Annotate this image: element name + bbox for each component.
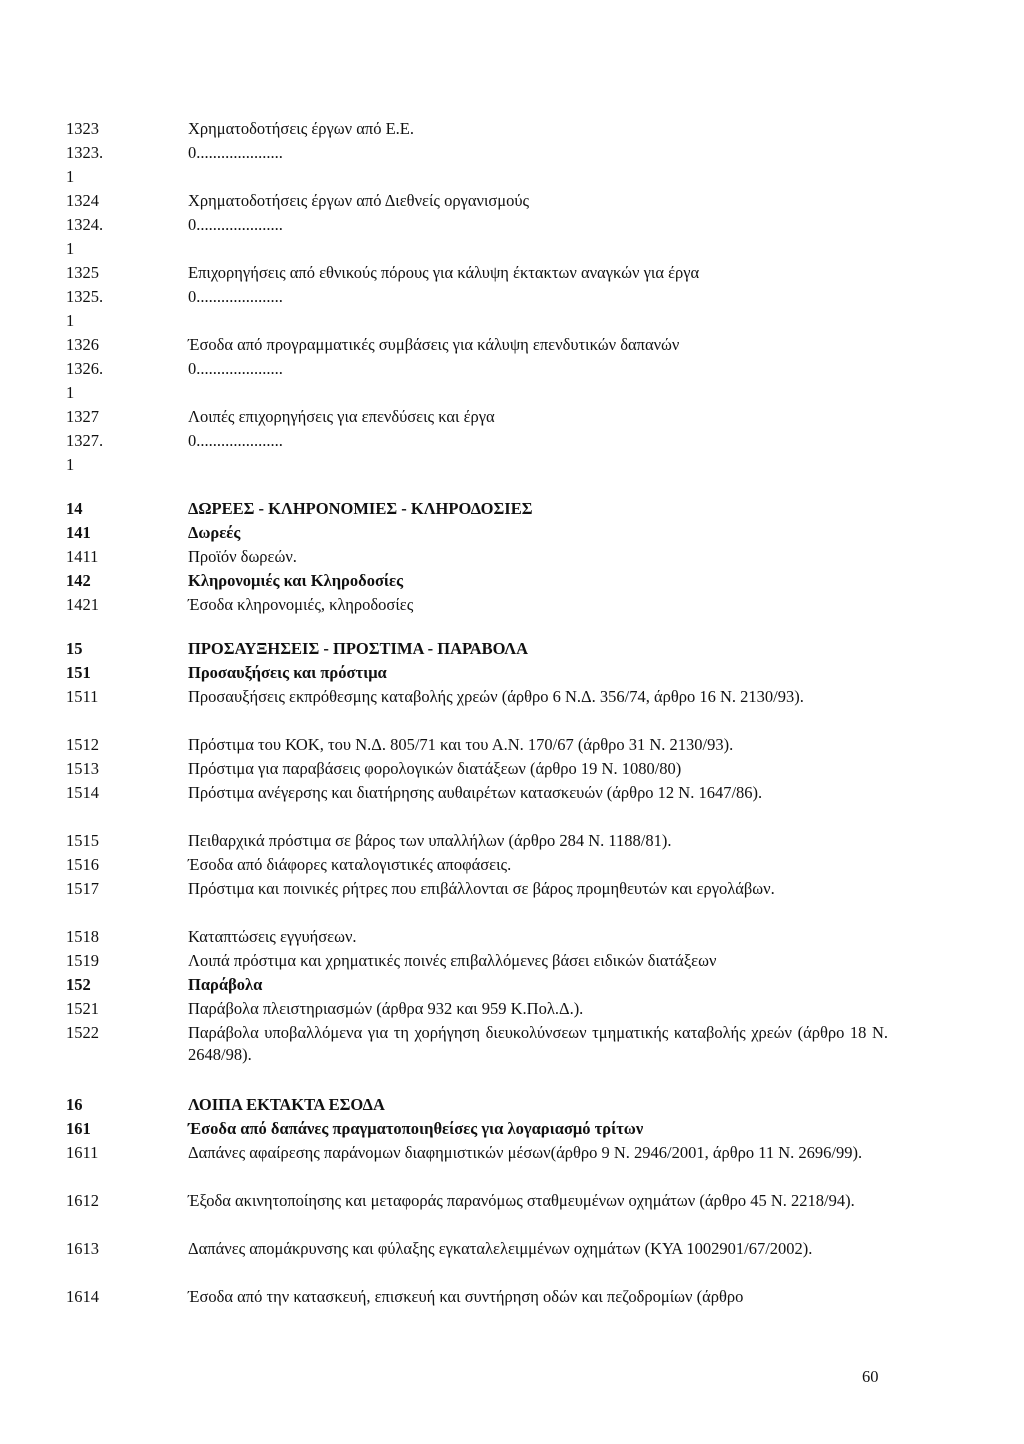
account-code: 1613 bbox=[66, 1239, 99, 1258]
account-code: 1 bbox=[66, 455, 75, 474]
account-description: Δαπάνες αφαίρεσης παράνομων διαφημιστικών μέσων(άρθρο 9 Ν. 2946/2001, άρθρο 11 Ν. 2696/99). bbox=[188, 1143, 863, 1162]
account-code: 1421 bbox=[66, 595, 99, 614]
account-description: Πρόστιμα για παραβάσεις φορολογικών διατάξεων (άρθρο 19 Ν. 1080/80) bbox=[188, 759, 682, 778]
account-description: ΠΡΟΣΑΥΞΗΣΕΙΣ - ΠΡΟΣΤΙΜΑ - ΠΑΡΑΒΟΛΑ bbox=[188, 639, 528, 658]
account-description: ΛΟΙΠΑ ΕΚΤΑΚΤΑ ΕΣΟΔΑ bbox=[188, 1095, 385, 1114]
account-code: 14 bbox=[66, 499, 83, 518]
account-description: Παράβολα υποβαλλόμενα για τη χορήγηση διευκολύνσεων τμηματικής καταβολής χρεών (άρθρο 18 Ν. 2648/98). bbox=[188, 1023, 888, 1064]
account-description: Έσοδα από προγραμματικές συμβάσεις για κάλυψη επενδυτικών δαπανών bbox=[188, 335, 680, 354]
account-description: Προσαυξήσεις και πρόστιμα bbox=[188, 663, 387, 682]
account-code: 1519 bbox=[66, 951, 99, 970]
account-code: 1327. bbox=[66, 431, 104, 450]
account-code: 151 bbox=[66, 663, 91, 682]
account-code: 1325. bbox=[66, 287, 104, 306]
account-description: Παράβολα bbox=[188, 975, 263, 994]
account-description: Έσοδα κληρονομιές, κληροδοσίες bbox=[188, 595, 414, 614]
account-code: 1324 bbox=[66, 191, 99, 210]
account-description: Προϊόν δωρεών. bbox=[188, 547, 297, 566]
account-code: 1323. bbox=[66, 143, 104, 162]
account-description: Λοιπές επιχορηγήσεις για επενδύσεις και έργα bbox=[188, 407, 495, 426]
account-description: Καταπτώσεις εγγυήσεων. bbox=[188, 927, 357, 946]
account-code: 152 bbox=[66, 975, 91, 994]
account-code: 16 bbox=[66, 1095, 83, 1114]
account-code: 1521 bbox=[66, 999, 99, 1018]
account-description: Έσοδα από δαπάνες πραγματοποιηθείσες για λογαριασμό τρίτων bbox=[188, 1119, 644, 1138]
account-description: Λοιπά πρόστιμα και χρηματικές ποινές επιβαλλόμενες βάσει ειδικών διατάξεων bbox=[188, 951, 717, 970]
account-description: Παράβολα πλειστηριασμών (άρθρα 932 και 959 Κ.Πολ.Δ.). bbox=[188, 999, 584, 1018]
account-description: ΔΩΡΕΕΣ - ΚΛΗΡΟΝΟΜΙΕΣ - ΚΛΗΡΟΔΟΣΙΕΣ bbox=[188, 499, 533, 518]
account-description: Πρόστιμα και ποινικές ρήτρες που επιβάλλονται σε βάρος προμηθευτών και εργολάβων. bbox=[188, 879, 775, 898]
account-description: 0..................... bbox=[188, 215, 283, 234]
account-description: Χρηματοδοτήσεις έργων από Ε.Ε. bbox=[188, 119, 415, 138]
account-description: Χρηματοδοτήσεις έργων από Διεθνείς οργανισμούς bbox=[188, 191, 530, 210]
account-code: 142 bbox=[66, 571, 91, 590]
account-description: Έξοδα ακινητοποίησης και μεταφοράς παρανόμως σταθμευμένων οχημάτων (άρθρο 45 Ν. 2218/94). bbox=[188, 1191, 855, 1210]
account-code: 1326 bbox=[66, 335, 99, 354]
account-code: 1612 bbox=[66, 1191, 99, 1210]
account-code: 1 bbox=[66, 167, 75, 186]
account-code: 1514 bbox=[66, 783, 99, 802]
account-description: Πρόστιμα ανέγερσης και διατήρησης αυθαιρέτων κατασκευών (άρθρο 12 Ν. 1647/86). bbox=[188, 783, 763, 802]
account-description: Δαπάνες απομάκρυνσης και φύλαξης εγκαταλελειμμένων οχημάτων (ΚΥΑ 1002901/67/2002). bbox=[188, 1239, 813, 1258]
account-description: Έσοδα από διάφορες καταλογιστικές αποφάσεις. bbox=[188, 855, 512, 874]
account-code: 1324. bbox=[66, 215, 104, 234]
account-description: Πειθαρχικά πρόστιμα σε βάρος των υπαλλήλων (άρθρο 284 Ν. 1188/81). bbox=[188, 831, 672, 850]
account-description: Προσαυξήσεις εκπρόθεσμης καταβολής χρεών (άρθρο 6 Ν.Δ. 356/74, άρθρο 16 Ν. 2130/93). bbox=[188, 687, 804, 706]
account-code: 1512 bbox=[66, 735, 99, 754]
account-code: 15 bbox=[66, 639, 83, 658]
account-code: 1325 bbox=[66, 263, 99, 282]
account-description: Δωρεές bbox=[188, 523, 241, 542]
account-description: 0..................... bbox=[188, 143, 283, 162]
account-code: 1323 bbox=[66, 119, 99, 138]
account-code: 1611 bbox=[66, 1143, 99, 1162]
account-description: Πρόστιμα του ΚΟΚ, του Ν.Δ. 805/71 και του Α.Ν. 170/67 (άρθρο 31 Ν. 2130/93). bbox=[188, 735, 734, 754]
account-code: 1522 bbox=[66, 1023, 99, 1042]
account-code: 1326. bbox=[66, 359, 104, 378]
account-code: 141 bbox=[66, 523, 91, 542]
account-description: 0..................... bbox=[188, 287, 283, 306]
account-code: 1513 bbox=[66, 759, 99, 778]
account-code: 1511 bbox=[66, 687, 99, 706]
account-code: 1518 bbox=[66, 927, 99, 946]
account-code: 161 bbox=[66, 1119, 91, 1138]
account-code: 1517 bbox=[66, 879, 99, 898]
account-code: 1327 bbox=[66, 407, 99, 426]
account-code: 1 bbox=[66, 239, 75, 258]
account-code: 1614 bbox=[66, 1287, 99, 1306]
account-code: 1411 bbox=[66, 547, 99, 566]
account-code: 1 bbox=[66, 383, 75, 402]
account-code: 1515 bbox=[66, 831, 99, 850]
account-description: 0..................... bbox=[188, 359, 283, 378]
account-code: 1 bbox=[66, 311, 75, 330]
account-description: Επιχορηγήσεις από εθνικούς πόρους για κάλυψη έκτακτων αναγκών για έργα bbox=[188, 263, 700, 282]
page-number: 60 bbox=[862, 1367, 879, 1386]
account-description: Έσοδα από την κατασκευή, επισκευή και συντήρηση οδών και πεζοδρομίων (άρθρο bbox=[188, 1287, 744, 1306]
account-description: Κληρονομιές και Κληροδοσίες bbox=[188, 571, 404, 590]
account-code: 1516 bbox=[66, 855, 99, 874]
account-description: 0..................... bbox=[188, 431, 283, 450]
